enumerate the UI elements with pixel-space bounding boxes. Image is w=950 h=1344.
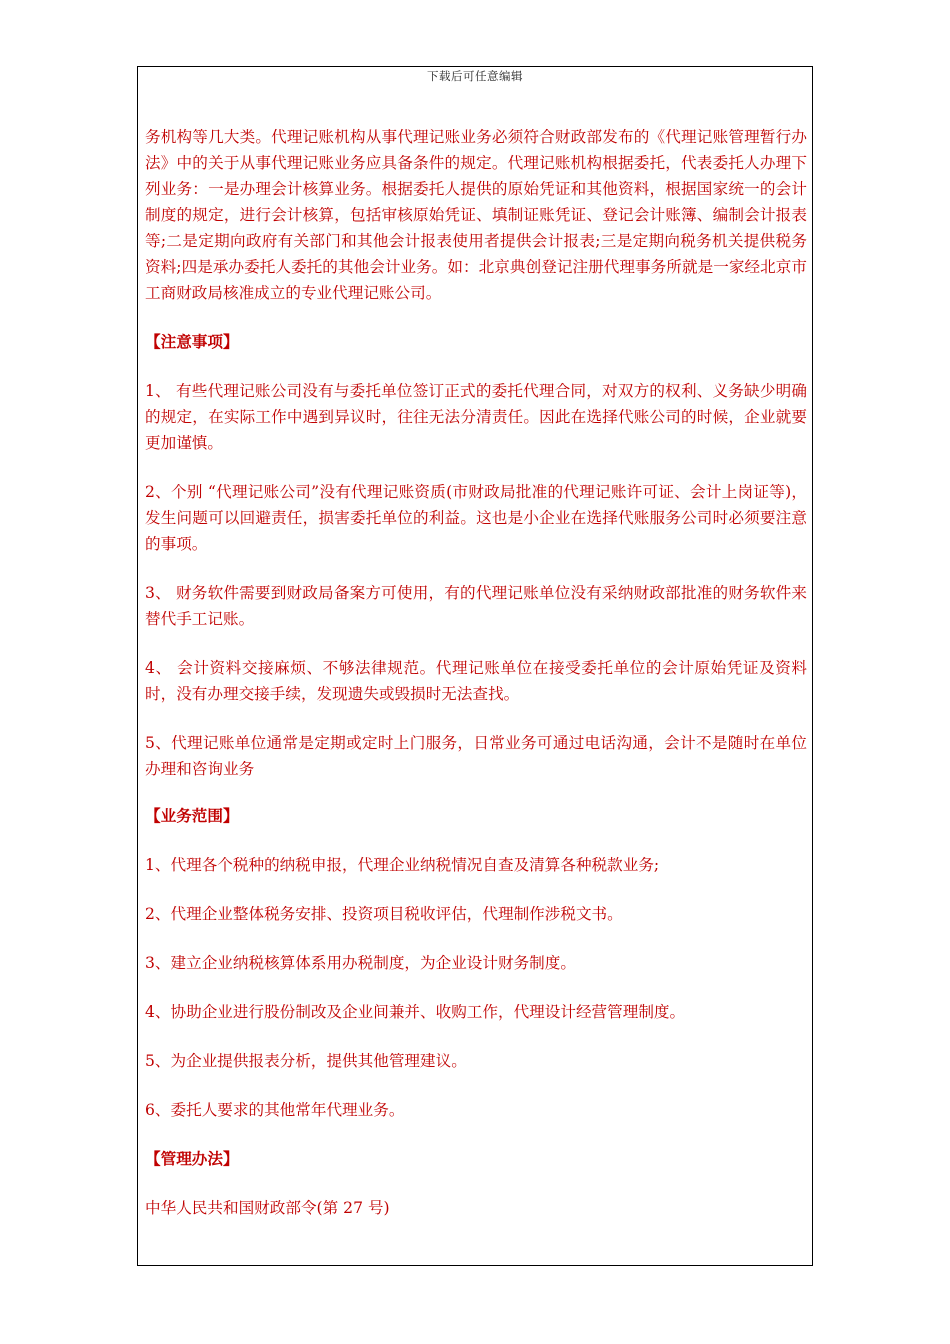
intro-paragraph: 务机构等几大类。代理记账机构从事代理记账业务必须符合财政部发布的《代理记账管理暂行办法》中的关于从事代理记账业务应具备条件的规定。代理记账机构根据委托，代表委托人办理下列业务：一是办理会计核算业务。根据委托人提供的原始凭证和其他资料，根据国家统一的会计制度的规定，进行会计核算，包括审核原始凭证、填制证账凭证、登记会计账簿、编制会计报表等;二是定期向政府有关部门和其他会计报表使用者提供会计报表;三是定期向税务机关提供税务资料;四是承办委托人委托的其他会计业务。如：北京典创登记注册代理事务所就是一家经北京市工商财政局核准成立的专业代理记账公司。 bbox=[145, 128, 807, 302]
notes-item-1: 1、 有些代理记账公司没有与委托单位签订正式的委托代理合同，对双方的权利、义务缺少明确的规定，在实际工作中遇到异议时，往往无法分清责任。因此在选择代账公司的时候，企业就要更加谨慎。 bbox=[145, 382, 807, 452]
section-heading-notes: 【注意事项】 bbox=[145, 332, 239, 351]
scope-item-5: 5、为企业提供报表分析，提供其他管理建议。 bbox=[145, 1052, 467, 1070]
section-heading-scope: 【业务范围】 bbox=[145, 806, 239, 825]
notes-item-3: 3、 财务软件需要到财政局备案方可使用，有的代理记账单位没有采纳财政部批准的财务软件来替代手工记账。 bbox=[145, 584, 807, 628]
notes-item-2: 2、个别 “代理记账公司”没有代理记账资质(市财政局批准的代理记账许可证、会计上岗证等)，发生问题可以回避责任，损害委托单位的利益。这也是小企业在选择代账服务公司时必须要注意的事项。 bbox=[145, 483, 807, 553]
notes-item-4: 4、 会计资料交接麻烦、不够法律规范。代理记账单位在接受委托单位的会计原始凭证及资料时，没有办理交接手续，发现遗失或毁损时无法查找。 bbox=[145, 659, 807, 703]
scope-item-6: 6、委托人要求的其他常年代理业务。 bbox=[145, 1101, 405, 1119]
document-content bbox=[145, 124, 807, 1221]
notes-item-5: 5、代理记账单位通常是定期或定时上门服务，日常业务可通过电话沟通，会计不是随时在单位办理和咨询业务 bbox=[145, 734, 807, 778]
section-heading-regulation: 【管理办法】 bbox=[145, 1149, 239, 1168]
scope-item-2: 2、代理企业整体税务安排、投资项目税收评估，代理制作涉税文书。 bbox=[145, 905, 623, 923]
regulation-decree: 中华人民共和国财政部令(第 27 号) bbox=[145, 1199, 390, 1217]
scope-item-1: 1、代理各个税种的纳税申报，代理企业纳税情况自查及清算各种税款业务; bbox=[145, 856, 660, 874]
scope-item-3: 3、建立企业纳税核算体系用办税制度，为企业设计财务制度。 bbox=[145, 954, 576, 972]
header-note: 下载后可任意编辑 bbox=[427, 69, 523, 83]
scope-item-4: 4、协助企业进行股份制改及企业间兼并、收购工作，代理设计经营管理制度。 bbox=[145, 1003, 686, 1021]
